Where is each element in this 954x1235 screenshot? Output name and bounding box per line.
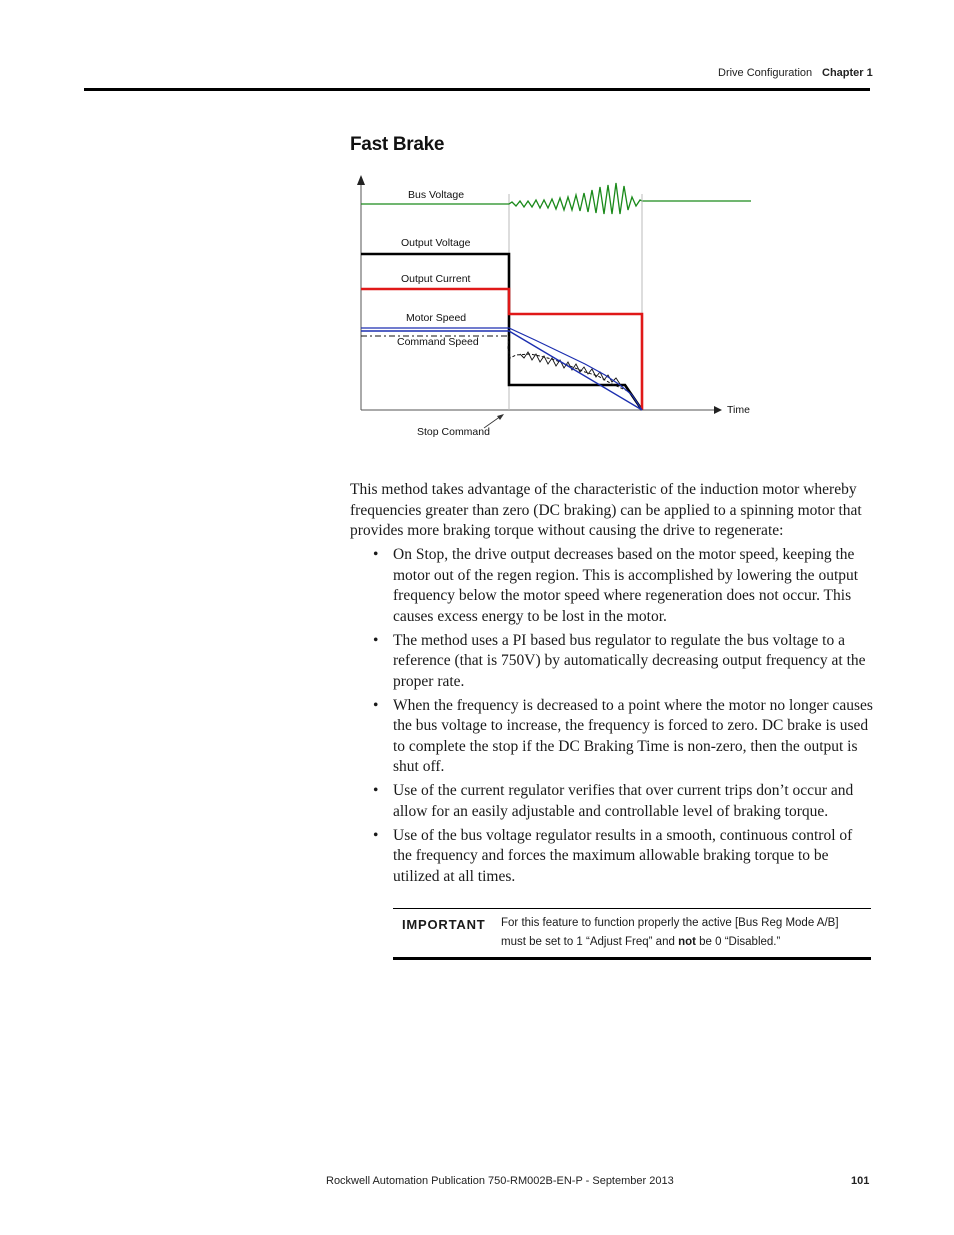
header-rule [84,88,870,91]
label-bus-voltage: Bus Voltage [408,189,465,201]
header-section: Drive Configuration [718,67,813,79]
list-item-text: The method uses a PI based bus regulator to regulate the bus voltage to a reference (that is 750V) by automatically decreasing output frequency at the proper rate. [393,631,866,690]
command-speed-decel [508,336,642,410]
bullet-icon: • [373,826,379,844]
output-current-trace [361,289,642,410]
important-text-before: For this feature to function properly the active [Bus Reg Mode A/B] must be set to 1 “Adjust Freq” and [501,917,839,948]
important-label: IMPORTANT [402,917,486,932]
list-item-text: When the frequency is decreased to a point where the motor no longer causes the bus voltage to increase, the frequency is forced to zero. DC brake is used to complete the stop if the DC Braking Time is non-zero, then the output is shut off. [393,696,873,775]
bullet-icon: • [373,631,379,649]
footer-page-number: 101 [851,1175,870,1187]
list-item [373,631,873,693]
important-text-after: be 0 “Disabled.” [695,936,781,948]
list-item-text: On Stop, the drive output decreases based on the motor speed, keeping the motor out of the regen region. This is accomplished by lowering the output frequency below the motor speed where regeneration does not occur. This causes excess energy to be lost in the motor. [393,546,859,625]
fast-brake-timing-diagram [340,170,760,445]
important-note [393,908,871,960]
label-command-speed: Command Speed [397,336,479,348]
feature-bullet-list [373,545,873,891]
label-output-current: Output Current [401,273,471,285]
label-output-voltage: Output Voltage [401,237,471,249]
label-time: Time [727,404,750,416]
list-item-text: Use of the bus voltage regulator results in a smooth, continuous control of the frequency and forces the maximum allowable braking torque to be utilized at all times. [393,826,853,885]
list-item [373,545,873,627]
list-item-text: Use of the current regulator verifies that over current trips don’t occur and allow for an easily adjustable and controllable level of braking torque. [393,782,854,820]
label-motor-speed: Motor Speed [406,312,467,324]
list-item [373,826,873,888]
footer-publication: Rockwell Automation Publication 750-RM002B-EN-P - September 2013 [326,1175,674,1187]
bullet-icon: • [373,696,379,714]
bullet-icon: • [373,782,379,799]
intro-paragraph: This method takes advantage of the characteristic of the induction motor whereby frequencies greater than zero (DC braking) can be applied to a spinning motor that provides more braking torque without causing the drive to regenerate: [350,481,862,539]
section-title: Fast Brake [350,134,445,155]
header-chapter: Chapter 1 [822,67,873,79]
list-item [373,781,873,822]
important-text-bold: not [678,936,696,948]
important-text [501,914,863,952]
y-axis-arrow [357,175,365,185]
list-item [373,696,873,778]
bullet-icon: • [373,546,379,563]
stop-command-pointer-arrow [497,414,504,420]
label-stop-command: Stop Command [417,426,490,438]
x-axis-arrow [714,406,722,414]
